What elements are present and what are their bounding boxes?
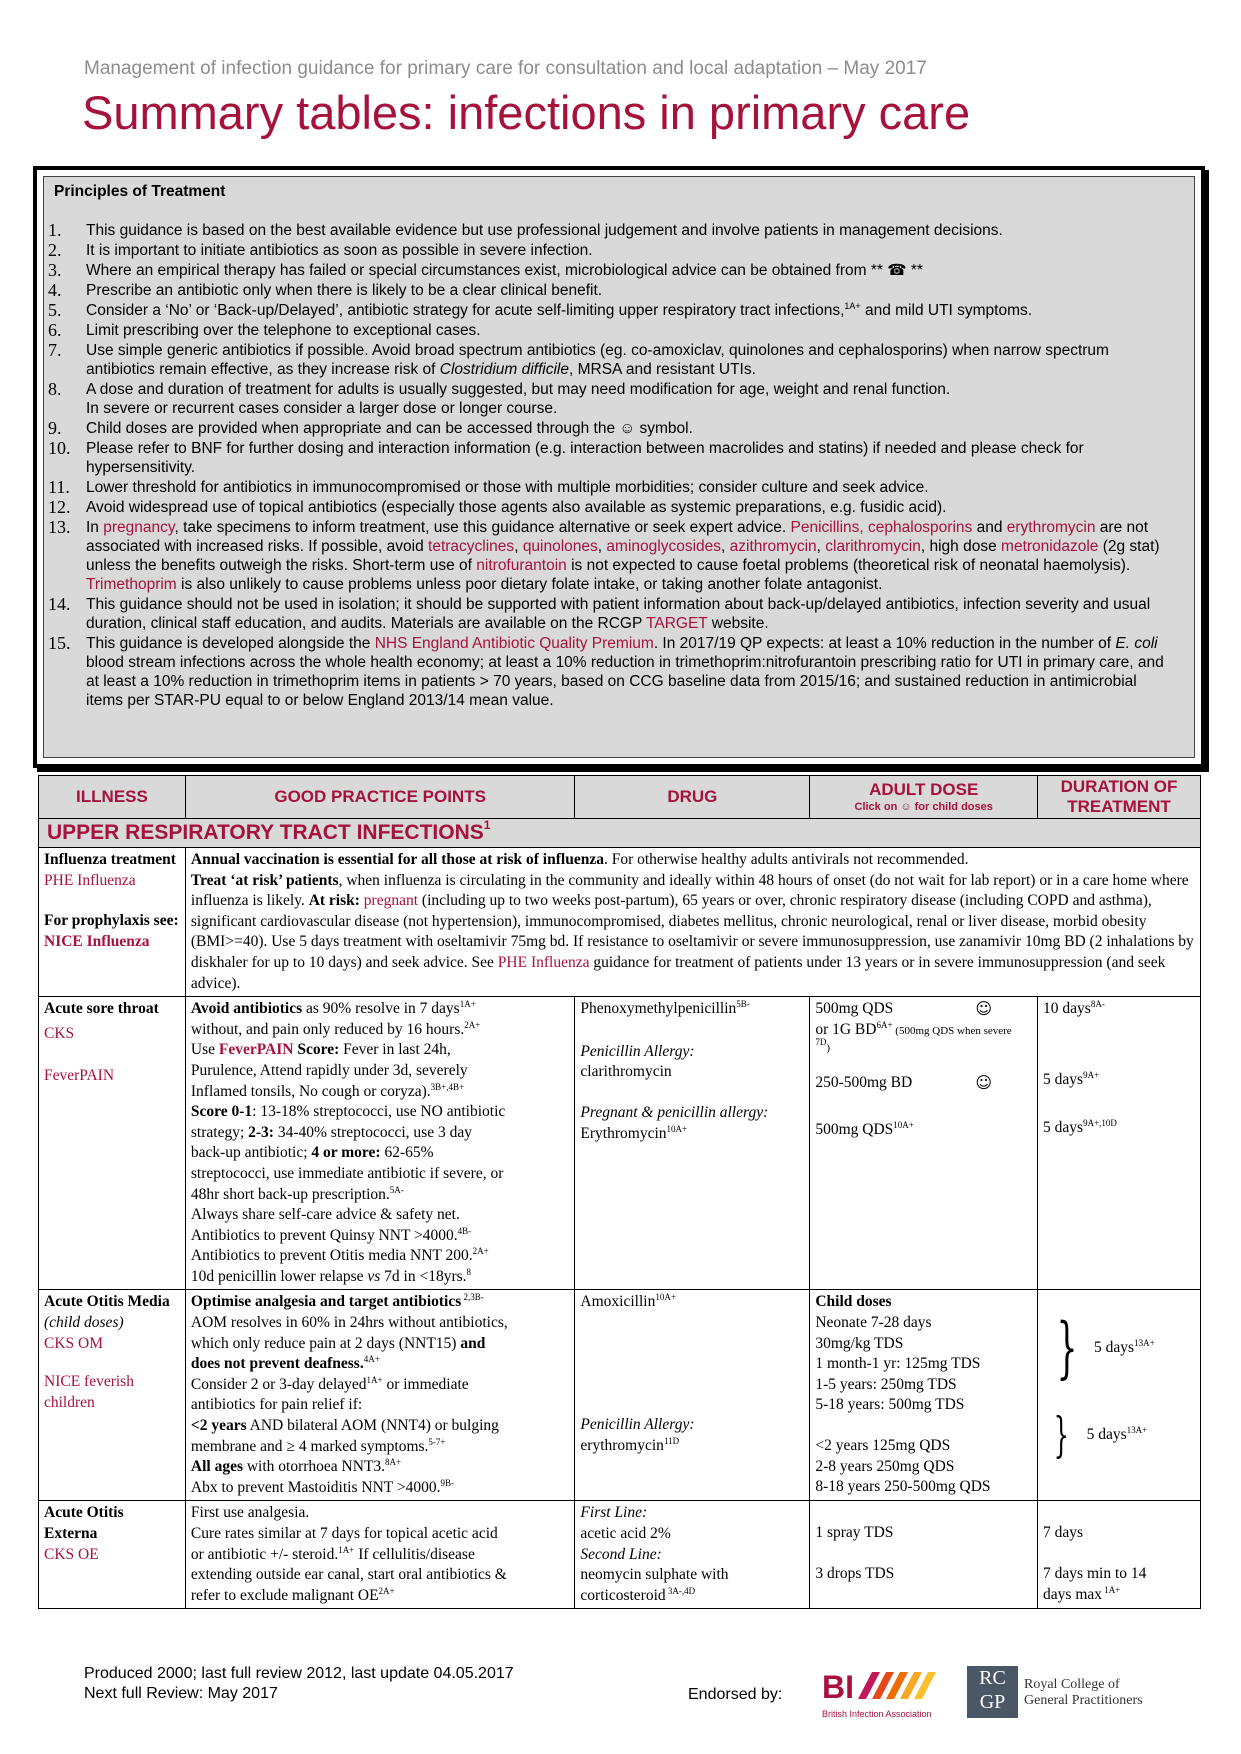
principle-number: 7. [48, 340, 62, 360]
duration-value: 10 days$^{8A-}$ [1043, 999, 1105, 1018]
practice-text: 62-65% [380, 1144, 434, 1162]
drug-name: Erythromycin$^{10A+}$ [580, 1123, 688, 1142]
child-dose-hint[interactable]: Click on ☺ for child doses [854, 801, 993, 814]
practice-line [191, 1205, 570, 1226]
child-dose-line: 2-8 years 250mg QDS [815, 1457, 955, 1475]
principles-list [48, 221, 1178, 711]
child-dose-smiley-icon[interactable]: ☺ [975, 1073, 993, 1093]
practice-text: Use [190, 1041, 219, 1059]
page-title: Summary tables: infections in primary care [82, 86, 971, 139]
bia-logo [822, 1668, 952, 1719]
practice-text: as 90% resolve in 7 days [302, 1000, 460, 1018]
principle-text [86, 518, 1178, 594]
principle-link[interactable]: NHS England Antibiotic Quality Premium [374, 635, 654, 652]
practice-text: Antibiotics to prevent Quinsy NNT >4000. [190, 1226, 458, 1244]
principle-link[interactable]: Penicillins, cephalosporins [790, 519, 973, 536]
dose-cell [810, 997, 1038, 1290]
duration-cell [1038, 1290, 1201, 1501]
principle-number: 4. [48, 280, 62, 300]
illness-name: Acute Otitis Externa [44, 1504, 124, 1542]
illness-cell [39, 1290, 186, 1501]
duration-group [1046, 1402, 1195, 1468]
bia-tagline: British Infection Association [822, 1709, 932, 1719]
principle-text [86, 281, 1178, 300]
principle-text-span: , [721, 538, 730, 555]
principle-link[interactable]: pregnancy [103, 519, 175, 536]
col-header-duration: DURATION OF TREATMENT [1038, 776, 1201, 819]
principle-number: 6. [48, 320, 62, 340]
guideline-link[interactable]: NICE Influenza [44, 932, 150, 950]
advice-text: , when influenza is circulating in the community and ideally within 48 hours of onset (do not wait for lab report) or in a care home where influenza is likely. [190, 871, 1189, 910]
practice-line [191, 1565, 570, 1586]
advice-link[interactable]: pregnant [359, 892, 419, 910]
practice-text: AND bilateral AOM (NNT4) or bulging [246, 1417, 499, 1435]
principle-text [86, 419, 1178, 438]
practice-text: Fever in last 24h, [339, 1041, 451, 1059]
advice-bold: Annual vaccination is essential for all those at risk of influenza [190, 851, 604, 868]
reference-sup: 1A+ [338, 1544, 355, 1555]
drug-name: erythromycin$^{11D}$ [580, 1435, 680, 1454]
practice-line [191, 1020, 570, 1041]
principle-italic: Clostridium difficile [439, 361, 569, 378]
reference-sup: 8A+ [385, 1457, 402, 1468]
principles-heading: Principles of Treatment [54, 183, 226, 200]
principle-text-span: It is important to initiate antibiotics as soon as possible in severe infection. [86, 242, 593, 259]
practice-line [191, 1457, 570, 1478]
advice-text: . For otherwise healthy adults antivirals not recommended. [603, 851, 969, 868]
prophylaxis-label: For prophylaxis see: NICE Influenza [44, 912, 179, 950]
practice-bold: Optimise analgesia and target antibiotics [190, 1293, 462, 1311]
principle-link[interactable]: quinolones [522, 538, 598, 555]
dose-value: 3 drops TDS [815, 1565, 895, 1582]
footer-review-info [84, 1664, 514, 1704]
practice-bold: Score 0-1 [190, 1103, 253, 1121]
principle-number: 3. [48, 260, 62, 280]
guideline-link[interactable]: PHE Influenza [44, 871, 136, 889]
drug-name: corticosteroid $^{3A-,4D}$ [580, 1585, 696, 1604]
practice-text: Antibiotics to prevent Otitis media NNT 200. [190, 1247, 473, 1265]
principle-item [48, 241, 1178, 260]
principle-item [48, 341, 1178, 379]
practice-line [191, 1437, 570, 1458]
rcgp-name [1024, 1677, 1143, 1709]
dose-value: 500mg $QDS^{10A+}$ [815, 1119, 914, 1138]
dose-header-label: ADULT DOSE [869, 779, 979, 799]
principle-text [86, 341, 1178, 379]
principle-text-span: and [972, 519, 1007, 536]
practice-text: without, and pain only reduced by 16 hours. [190, 1020, 465, 1038]
drug-label: Pregnant & penicillin allergy: [580, 1103, 769, 1121]
section-heading: UPPER RESPIRATORY TRACT INFECTIONS$^1$ [39, 819, 1201, 848]
practice-text: 10d penicillin lower relapse [190, 1267, 368, 1285]
practice-bold: and [460, 1334, 486, 1352]
drug-label: Second Line: [580, 1545, 662, 1563]
principle-number: 10. [48, 438, 71, 458]
principle-number: 8. [48, 379, 62, 399]
duration-value: days max $^{1A+}$ [1043, 1584, 1121, 1603]
drug-label: Penicillin Allergy: [580, 1416, 695, 1434]
principle-item [48, 478, 1178, 497]
drug-label: Penicillin Allergy: [580, 1042, 695, 1060]
principle-number: 15. [48, 633, 71, 653]
guideline-link[interactable]: NICE feverish children [44, 1373, 134, 1411]
principle-text-span: This guidance is developed alongside the [86, 635, 375, 652]
principle-text-span: and mild UTI symptoms. [860, 302, 1033, 319]
reference-sup: 5A- [389, 1184, 404, 1195]
practice-line [191, 1185, 570, 1206]
practice-line [191, 1478, 570, 1499]
duration-value: 7 days [1043, 1524, 1084, 1542]
principle-item [48, 301, 1178, 320]
practice-bold: <2 years [190, 1417, 247, 1435]
dose-note: $^{7D}$) [815, 1037, 830, 1055]
practice-line [191, 1586, 570, 1607]
rcgp-logo: RC GP [967, 1666, 1018, 1718]
practice-text: 7d in <18yrs. [380, 1267, 467, 1285]
document-subtitle: Management of infection guidance for primary care for consultation and local adaptation – May 2017 [84, 58, 927, 79]
principle-item [48, 634, 1178, 710]
principle-number: 1. [48, 220, 62, 240]
practice-text: streptococci, use immediate antibiotic if severe, or [190, 1164, 504, 1182]
principle-text-span: E. coli [1115, 635, 1158, 652]
dose-value: 1 spray TDS [815, 1524, 894, 1542]
dose-cell [810, 1290, 1038, 1501]
duration-cell [1038, 1501, 1201, 1609]
practice-bold: Avoid antibiotics [190, 1000, 303, 1018]
child-dose-smiley-icon[interactable]: ☺ [975, 999, 993, 1019]
child-dose-line: 1 month-1 yr: 125mg TDS [815, 1355, 981, 1373]
section-row [39, 819, 1201, 848]
advice-link[interactable]: PHE Influenza [497, 953, 590, 971]
practice-text: antibiotics for pain relief if: [190, 1396, 363, 1414]
brace-icon: } [1056, 1309, 1078, 1387]
principle-text [86, 301, 1178, 320]
principle-text-span: . In 2017/19 QP expects: at least a 10% reduction in the number of [653, 635, 1116, 652]
drug-cell [575, 1290, 810, 1501]
principle-text-span: is not expected to cause foetal problems (theoretical risk of neonatal haemolysis). [566, 557, 1131, 574]
footer-produced: Produced 2000; last full review 2012, last update 04.05.2017 [84, 1665, 514, 1682]
principle-text [86, 634, 1178, 710]
principle-number: 2. [48, 240, 62, 260]
duration-value: 5 days$^{13A+}$ [1094, 1338, 1155, 1357]
influenza-advice [185, 848, 1200, 997]
drug-label: First Line: [580, 1504, 648, 1522]
reference-sup: 9B- [440, 1477, 454, 1488]
practice-text: Purulence, Attend rapidly under 3d, severely [190, 1061, 468, 1079]
principle-link[interactable]: erythromycin [1006, 519, 1096, 536]
practice-bold: 2-3: [248, 1123, 274, 1141]
principle-text-span: Consider a ‘No’ or ‘Back-up/Delayed’, antibiotic strategy for acute self-limiting upper respiratory tract infections, [86, 302, 845, 319]
reference-sup: 2A+ [472, 1246, 489, 1257]
duration-group [1046, 1298, 1195, 1398]
practice-bold: All ages [190, 1458, 243, 1476]
principle-text [86, 478, 1178, 497]
advice-bold: Treat ‘at risk’ patients [190, 871, 339, 889]
principle-text [86, 321, 1178, 340]
principle-text-span: blood stream infections across the whole health economy; at least a 10% reduction in trimethoprim:nitrofurantoin prescribing ratio for UTI in primary care, and at least a 10% reduction in trimethoprim items in patients > 70 years, based on CCG baseline data from 2015/16; and sustained reduction in antimicrobial items per STAR-PU equal to or below England 2013/14 mean value. [86, 654, 1164, 709]
reference-sup: 1A+ [459, 999, 476, 1010]
reference-sup: 4B- [457, 1225, 472, 1236]
practice-text: Abx to prevent Mastoiditis NNT >4000. [190, 1478, 441, 1496]
practice-line [191, 1334, 570, 1355]
practice-line [191, 1143, 570, 1164]
principles-box [33, 166, 1205, 768]
practice-line [191, 1395, 570, 1416]
reference-sup: 5-7+ [428, 1436, 446, 1447]
principle-link[interactable]: aminoglycosides [606, 538, 722, 555]
practice-text: extending outside ear canal, start oral antibiotics & [190, 1566, 507, 1584]
practice-line [191, 1416, 570, 1437]
principle-item [48, 221, 1178, 240]
child-dose-line: 30mg/kg TDS [815, 1334, 904, 1352]
advice-text: guidance for treatment of patients under 13 years or in severe immunosuppression (and seek advice). [190, 953, 1166, 992]
drug-name: Phenoxymethylpenicillin$^{5B-}$ [580, 999, 750, 1018]
advice-text: (including up to two weeks post-partum), 65 years or over, chronic respiratory disease (including COPD and asthma), significant cardiovascular disease (not hypertension), immunocompromised, diabetes mellitus, chronic neurological, renal or liver disease, morbid obesity (BMI>=40). Use 5 days treatment with oseltamivir 75mg bd. If resistance to oseltamivir or severe immunosuppression, use zanamivir 10mg BD (2 inhalations by diskhaler for up to 10 days) and seek advice. See [190, 892, 1194, 971]
principle-text-span: Use simple generic antibiotics if possible. Avoid broad spectrum antibiotics (eg. co-amoxiclav, quinolones and cephalosporins) when narrow spectrum antibiotics remain effective, as they increase risk of [86, 342, 1109, 378]
principle-text-span: is also unlikely to cause problems unless poor dietary folate intake, or taking another folate antagonist. [176, 576, 883, 593]
practice-text: 34-40% streptococci, use 3 day [273, 1123, 472, 1141]
table-row [39, 1501, 1201, 1609]
principle-item [48, 380, 1178, 418]
principle-number: 13. [48, 517, 71, 537]
dose-value: 250-500mg BD ☺ [815, 1073, 993, 1093]
principle-text-span: , [514, 538, 523, 555]
principle-text-span: , MRSA and resistant UTIs. [569, 361, 756, 378]
practice-text: If cellulitis/disease [354, 1545, 475, 1563]
principle-text-span: Please refer to BNF for further dosing and interaction information (e.g. interaction between macrolides and statins) if needed and please check for hypersensitivity. [86, 440, 1084, 476]
practice-line [191, 1246, 570, 1267]
practice-bold: Score: [293, 1041, 340, 1059]
svg-text:BI: BI [822, 1669, 854, 1702]
table-row [39, 848, 1201, 997]
principle-link[interactable]: tetracyclines [428, 538, 515, 555]
illness-cell [39, 1501, 186, 1609]
duration-value: 5 days$^{9A+,10D}$ [1043, 1118, 1117, 1137]
table-row [39, 997, 1201, 1290]
guideline-link[interactable]: CKS [44, 1024, 75, 1042]
practice-text: Cure rates similar at 7 days for topical acetic acid [190, 1525, 498, 1542]
brace-icon: } [1053, 1407, 1069, 1464]
endorsed-label: Endorsed by: [688, 1686, 783, 1703]
illness-name: Influenza treatment [44, 851, 176, 868]
principle-text [86, 241, 1178, 260]
principle-number: 12. [48, 497, 71, 517]
rcgp-name-line: General Practitioners [1024, 1693, 1143, 1708]
practice-line [191, 1061, 570, 1082]
practice-text: Inflamed tonsils, No cough or coryza). [190, 1082, 431, 1100]
drug-cell [575, 1501, 810, 1609]
rcgp-name-line: Royal College of [1024, 1677, 1120, 1692]
principle-text-span: Avoid widespread use of topical antibiotics (especially those agents also available as systemic preparations, e.g. fusidic acid). [86, 499, 947, 516]
principle-link[interactable]: clarithromycin [825, 538, 921, 555]
principle-item [48, 518, 1178, 594]
reference-sup: 8 [466, 1266, 472, 1277]
child-dose-line: 5-18 years: 500mg TDS [815, 1396, 965, 1414]
footer-next-review: Next full Review: May 2017 [84, 1685, 278, 1702]
practice-line [191, 1082, 570, 1103]
practice-line [191, 1226, 570, 1247]
principle-item [48, 498, 1178, 517]
infection-table [38, 775, 1201, 1609]
principle-text-span: , take specimens to inform treatment, use this guidance alternative or seek expert advice. [174, 519, 791, 536]
practice-line [191, 1292, 570, 1313]
principle-text-span: In severe or recurrent cases consider a larger dose or longer course. [86, 400, 558, 417]
drug-name: acetic acid 2% [580, 1525, 671, 1542]
guideline-link[interactable]: FeverPAIN [44, 1067, 115, 1085]
drug-name: Amoxicillin$^{10A+}$ [580, 1292, 676, 1311]
illness-name: Acute Otitis Media (child doses) [44, 1293, 170, 1332]
principle-text-span: This guidance is based on the best available evidence but use professional judgement and involve patients in management decisions. [86, 222, 1003, 239]
illness-cell [39, 997, 186, 1290]
principle-text-span: website. [707, 615, 769, 632]
guideline-link[interactable]: CKS OE [44, 1545, 99, 1563]
reference-sup: 1A+ [366, 1374, 383, 1385]
col-header-dose [810, 776, 1038, 819]
col-header-practice: GOOD PRACTICE POINTS [185, 776, 575, 819]
principle-item [48, 281, 1178, 300]
dose-heading: Child doses [815, 1293, 892, 1311]
practice-text: or immediate [382, 1375, 469, 1393]
illness-name: Acute sore throat [44, 1000, 159, 1018]
practice-text: strategy; [190, 1123, 249, 1141]
drug-cell [575, 997, 810, 1290]
principle-number: 9. [48, 418, 62, 438]
practice-italic: vs [367, 1267, 381, 1285]
duration-value: 5 days$^{9A+}$ [1043, 1069, 1100, 1088]
principle-link[interactable]: TARGET [646, 615, 708, 632]
principle-item [48, 321, 1178, 340]
principle-text-span: Where an empirical therapy has failed or special circumstances exist, microbiological advice can be obtained from ** ☎ ** [86, 262, 923, 279]
principle-text [86, 439, 1178, 477]
practice-line [191, 1164, 570, 1185]
child-dose-line: 8-18 years 250-500mg QDS [815, 1478, 991, 1496]
practice-link[interactable]: FeverPAIN [218, 1041, 294, 1059]
practice-text: back-up antibiotic; [190, 1144, 312, 1162]
practice-line [191, 1123, 570, 1144]
practice-line [191, 1102, 570, 1123]
principle-link[interactable]: azithromycin [729, 538, 817, 555]
guideline-link[interactable]: CKS OM [44, 1334, 104, 1352]
reference-sup: 1A+ [844, 301, 861, 311]
principle-item [48, 595, 1178, 633]
principle-text-span: , [597, 538, 607, 555]
practice-text: or antibiotic +/- steroid. [190, 1545, 339, 1563]
practice-text: AOM resolves in 60% in 24hrs without antibiotics, [190, 1314, 508, 1332]
reference-sup: 2A+ [378, 1585, 395, 1596]
principle-text-span: Lower threshold for antibiotics in immunocompromised or those with multiple morbidities; consider culture and seek advice. [86, 479, 929, 496]
principle-item [48, 419, 1178, 438]
principle-number: 14. [48, 594, 71, 614]
practice-line [191, 1503, 570, 1524]
table-row [39, 1290, 1201, 1501]
practice-text: which only reduce pain at 2 days (NNT15) [190, 1334, 461, 1352]
principle-text-span: (2g stat) unless the benefits outweigh the risks. Short-term use of [86, 538, 1160, 574]
practice-bold: does not prevent deafness. [190, 1355, 364, 1373]
reference-sup: 3B+,4B+ [430, 1081, 465, 1092]
principle-text-span: A dose and duration of treatment for adults is usually suggested, but may need modification for age, weight and renal function. [86, 381, 951, 398]
child-dose-line: 1-5 years: 250mg TDS [815, 1375, 957, 1393]
dose-value: 500mg QDS ☺ [815, 999, 993, 1019]
dose-value: or 1G $BD^{6A+}$ (500mg QDS when severe [815, 1019, 1012, 1038]
principle-text-span: , high dose [920, 538, 1002, 555]
principle-text-span: This guidance should not be used in isolation; it should be supported with patient information about back-up/delayed antibiotics, infection severity and usual duration, clinical staff education, and audits. Materials are available on the RCGP [86, 596, 1151, 632]
drug-name: neomycin sulphate with [580, 1566, 729, 1584]
duration-value: 5 days$^{13A+}$ [1086, 1425, 1148, 1444]
practice-text: 48hr short back-up prescription. [190, 1185, 390, 1203]
practice-text: First use analgesia. [190, 1504, 310, 1522]
duration-value: 7 days min to 14 [1043, 1565, 1147, 1582]
principle-item [48, 261, 1178, 280]
practice-line [191, 1267, 570, 1288]
practice-line [191, 1545, 570, 1566]
col-header-illness: ILLNESS [39, 776, 186, 819]
practice-line [191, 1313, 570, 1334]
principle-text-span: are not associated with increased risks. If possible, avoid [86, 519, 1149, 555]
principle-number: 11. [48, 477, 70, 497]
reference-sup: 2,3B- [461, 1292, 484, 1303]
practice-line [191, 1040, 570, 1061]
principle-text [86, 221, 1178, 240]
practice-cell [185, 1290, 575, 1501]
child-dose-line: Neonate 7-28 days [815, 1314, 932, 1332]
practice-cell [185, 1501, 575, 1609]
drug-name: clarithromycin [580, 1063, 672, 1081]
practice-text: Always share self-care advice & safety net. [190, 1206, 460, 1224]
practice-cell [185, 997, 575, 1290]
practice-bold: 4 or more: [311, 1144, 381, 1162]
duration-cell [1038, 997, 1201, 1290]
practice-text: refer to exclude malignant OE [190, 1586, 379, 1604]
principle-link[interactable]: metronidazole [1001, 538, 1099, 555]
principle-text [86, 261, 1178, 280]
principle-text-span: Prescribe an antibiotic only when there is likely to be a clear clinical benefit. [86, 282, 603, 299]
bia-logo-mark [822, 1668, 952, 1702]
principle-number: 5. [48, 300, 62, 320]
principle-link[interactable]: nitrofurantoin [476, 557, 567, 574]
principle-text-span: In [86, 519, 104, 536]
child-dose-line: <2 years 125mg QDS [815, 1437, 951, 1455]
table-header-row [39, 776, 1201, 819]
reference-sup: 4A+ [363, 1354, 380, 1365]
principle-text-span: , [816, 538, 826, 555]
practice-text: Consider 2 or 3-day delayed [190, 1375, 367, 1393]
dose-cell [810, 1501, 1038, 1609]
practice-line [191, 999, 570, 1020]
reference-sup: 2A+ [464, 1019, 481, 1030]
principle-link[interactable]: Trimethoprim [86, 576, 177, 593]
practice-line [191, 1354, 570, 1375]
col-header-drug: DRUG [575, 776, 810, 819]
principle-text [86, 595, 1178, 633]
principle-item [48, 439, 1178, 477]
illness-cell [39, 848, 186, 997]
principle-text-span: Limit prescribing over the telephone to exceptional cases. [86, 322, 481, 339]
practice-text: with otorrhoea NNT3. [242, 1458, 386, 1476]
principle-text-span: Child doses are provided when appropriate and can be accessed through the ☺ symbol. [86, 420, 693, 437]
principle-text [86, 380, 1178, 418]
practice-text: membrane and ≥ 4 marked symptoms. [190, 1437, 429, 1455]
practice-line [191, 1524, 570, 1545]
practice-text: : 13-18% streptococci, use NO antibiotic [252, 1103, 506, 1121]
principle-text [86, 498, 1178, 517]
practice-line [191, 1375, 570, 1396]
advice-bold: At risk: [308, 892, 360, 910]
principles-panel [43, 176, 1195, 758]
